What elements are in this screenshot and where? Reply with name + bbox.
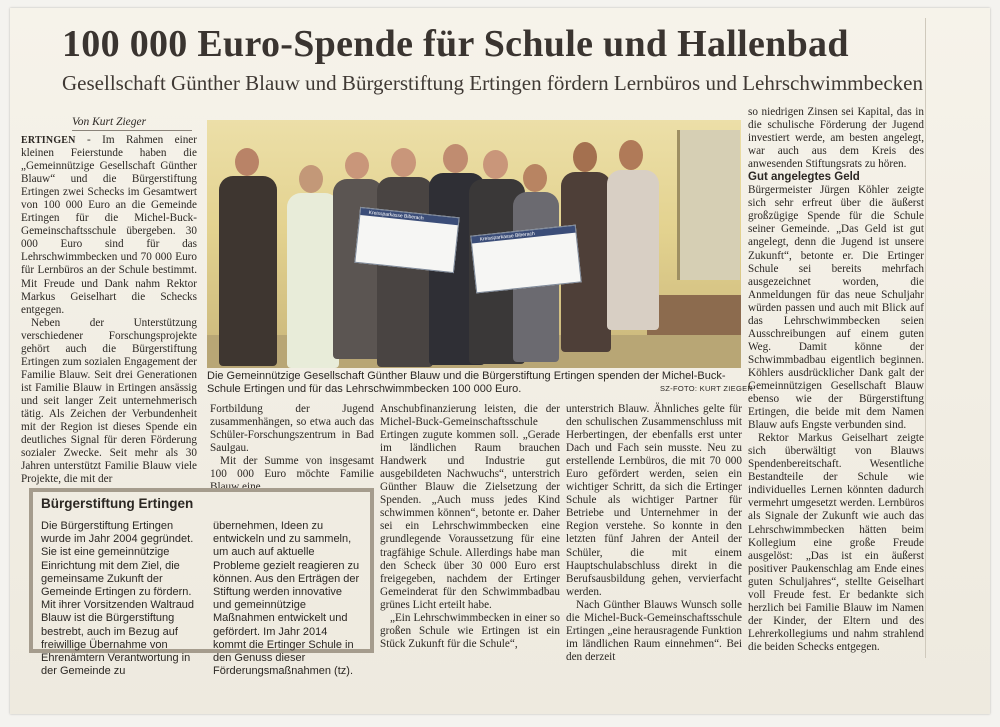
info-box-column-right bbox=[213, 520, 363, 678]
headline: 100 000 Euro-Spende für Schule und Hallenbad bbox=[62, 23, 849, 65]
paragraph: übernehmen, Ideen zu entwickeln und zu sammeln, um auch auf aktuelle Probleme gezielt reagieren zu können. Aus den Erträgen der Stiftung werden innovative und gemeinnützige Maßnahmen entwickelt und gefördert. Im Jahr 2014 kommt die Ertinger Schule in den Genuss dieser Förderungsmaßnahmen (tz). bbox=[213, 520, 360, 678]
info-box-column-left bbox=[41, 520, 206, 678]
paragraph: so niedrigen Zinsen sei Kapital, das in die schulische Förderung der Jugend investiert werde, am besten angelegt, war auch aus dem Kreis des anwesenden Stiftungsrats zu hören. bbox=[748, 106, 924, 171]
paragraph: Rektor Markus Geiselhart zeigte sich überwältigt von Blauws Spendenbereitschaft. Wesentliche Bestandteile der Schule wie individuelles Lernen könnten dadurch vermehrt umgesetzt werden. Lernbüros als Signale der Zukunft wie auch das Lehrschwimmbecken hätten beim Kollegium eine große Freude ausgelöst: „Das ist ein äußerst positiver Paukenschlag am Ende eines guten Schuljahres“, stellte Geiselhart voll Freude fest. Er bedankte sich herzlich bei Familie Blauw im Namen der Kinder, der Eltern und des Lehrerkollegiums und nahm strahlend die beiden Schecks entgegen. bbox=[748, 432, 924, 653]
article-column-3 bbox=[380, 403, 560, 665]
byline: Von Kurt Zieger bbox=[72, 116, 192, 131]
photo-window bbox=[677, 130, 740, 280]
info-box bbox=[29, 488, 374, 678]
donation-check: Kreissparkasse Biberach bbox=[354, 207, 459, 273]
paragraph: Mit der Summe von insgesamt 100 000 Euro möchte Familie bbox=[210, 455, 374, 481]
subheading: Gut angelegtes Geld bbox=[748, 171, 860, 184]
paragraph: - Im Rahmen einer kleinen Feierstunde haben die „Gemeinnützige Gesellschaft Günther Blauw“ und die Bürgerstiftung Ertingen zwei Schecks im Gesamtwert von 100 000 Euro an die Gemeinde Ertingen für die Michel-Buck-Gemeinschaftsschule übergeben. 30 000 Euro sind für das Lehrschwimmbecken und 70 000 Euro für Lernbüros an der Schule bestimmt. Mit Freude und Dank nahm Rektor Markus Geiselhart die Schecks entgegen. bbox=[21, 134, 197, 316]
column-rule bbox=[925, 18, 926, 658]
photo-caption: Die Gemeinnützige Gesellschaft Günther Blauw und die Bürgerstiftung Ertingen spenden der Michel-Buck-Schule Ertingen und für das Lehrschwimmbecken 100 000 Euro. bbox=[207, 370, 726, 395]
paragraph: Nach Günther Blauws Wunsch solle die Michel-Buck-Gemeinschaftsschule Ertingen „eine herausragende Funktion im ländlichen Raum einnehmen“. Bei den derzeit bbox=[566, 598, 742, 663]
paragraph: Die Bürgerstiftung Ertingen wurde im Jahr 2004 gegründet. Sie ist eine gemeinnützige Einrichtung mit dem Ziel, die gemeinsame Zukunft der Gemeinde Ertingen zu fördern. Mit ihrer Vorsitzenden Waltraud Blauw ist die Bürgerstiftung bestrebt, auch im Bezug auf freiwillige Übernahme von Ehrenämtern Verantwortung in der Gemeinde zu bbox=[41, 520, 195, 678]
article-column-1 bbox=[21, 134, 197, 486]
paragraph: „Ein Lehrschwimmbecken in einer so großen Schule wie Ertingen ist ein Stück Zukunft für die Schule“, bbox=[380, 611, 560, 650]
article-column-2 bbox=[210, 403, 374, 481]
article-photo bbox=[207, 120, 741, 368]
paragraph: Anschubfinanzierung leisten, die der Michel-Buck-Gemeinschaftsschule Ertingen zugute kommen soll. „Gerade im ländlichen Raum brauchen Handwerk und Industrie gut ausgebildeten Nachwuchs“, unterstrich Günther Blauw die Zielsetzung der Spenden. „Auch muss jedes Kind schwimmen können“, betonte er. Daher sei ein Lehrschwimmbecken eine grundlegende Voraussetzung für eine tragfähige Schule. Allerdings habe man den Scheck über 30 000 Euro erst freigegeben, nachdem der Ertinger Gemeinderat für den Schwimmbadbau grünes Licht erteilt habe. bbox=[380, 403, 560, 611]
photo-credit: SZ-FOTO: KURT ZIEGER bbox=[660, 384, 754, 393]
paragraph: Fortbildung der Jugend zusammenhängen, so etwa auch das Schüler-Forschungszentrum in Bad Saulgau. bbox=[210, 403, 374, 455]
article-column-5 bbox=[748, 106, 924, 666]
paragraph: Bürgermeister Jürgen Köhler zeigte sich sehr erfreut über die äußerst großzügige Spende für die Schule seiner Gemeinde. „Das Geld ist gut angelegt, denn die Jugend ist unsere Zukunft“, betonte er. Die Ertinger Schule sei bereits mehrfach ausgezeichnet worden, die Anmeldungen für das neue Schuljahr würden passen und auch mit Blick auf das Lehrschwimmbecken seien Ausschreibungen auf einem guten Weg. Damit könne der Schwimmbadbau eigentlich beginnen. Köhlers ausdrücklicher Dank galt der Gemeinnützigen Gesellschaft Blauw ebenso wie der Bürgerstiftung Ertingen, die beide mit dem Namen Blauw aufs Engste verbunden sind. bbox=[748, 184, 924, 432]
article-column-4 bbox=[566, 403, 742, 665]
dateline: ERTINGEN bbox=[21, 135, 76, 146]
donation-check: Kreissparkasse Biberach bbox=[470, 225, 581, 294]
info-box-title: Bürgerstiftung Ertingen bbox=[41, 496, 194, 511]
subheadline: Gesellschaft Günther Blauw und Bürgerstiftung Ertingen fördern Lernbüros und Lehrschwimmbecken bbox=[62, 71, 923, 95]
newspaper-clipping bbox=[10, 8, 990, 714]
photo-cabinet bbox=[647, 295, 741, 340]
paragraph: Neben der Unterstützung verschiedener Forschungsprojekte gehört auch die Bürgerstiftung Ertingen zum sozialen Engagement der Familie Blauw. Seit drei Generationen ist Familie Blauw in Ertingen ansässig und seit langer Zeit unternehmerisch tätig. Als Zeichen der Verbundenheit mit der Region ist dieses Spende ein deutliches Signal für deren Förderung sozialer Zwecke. Seit mehr als 30 Jahren unterstützt Familie Blauw viele Projekte, die mit der bbox=[21, 316, 197, 486]
paragraph: unterstrich Blauw. Ähnliches gelte für den schulischen Zusammenschluss mit Herbertingen, der ebenfalls erst unter Dach und Fach sein musste. Neu zu erstellende Lernbüros, die mit 70 000 Euro gefördert werden, seien ein wichtiger Schritt, da sich die Ertinger Schule als wichtiger Partner für Betriebe und Unternehmer in der Region verstehe. So konnte in den letzten fünf Jahren der Anteil der Schüler, die mit einem Hauptschulabschluss direkt in die Berufsausbildung gehen, vervierfacht werden. bbox=[566, 403, 742, 598]
